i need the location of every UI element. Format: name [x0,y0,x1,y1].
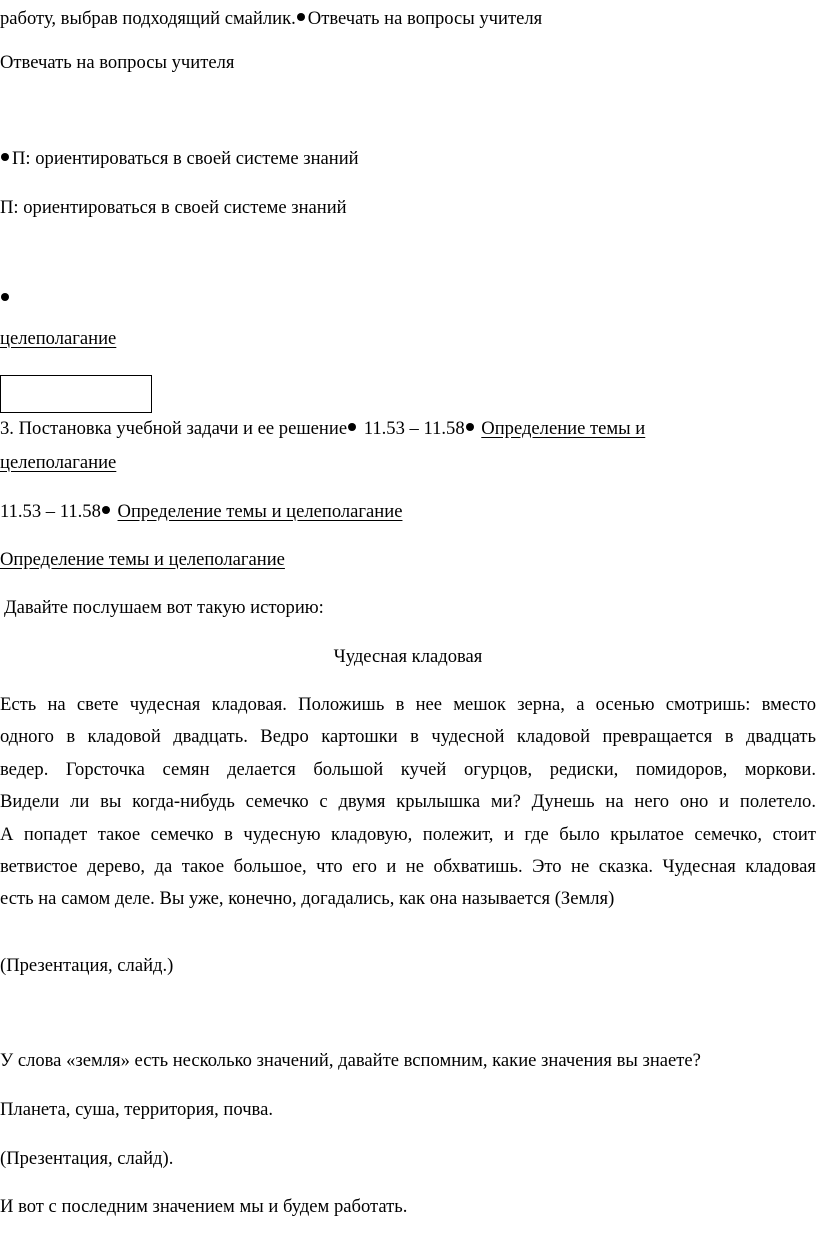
story-line: Есть на свете чудесная кладовая. Положишь в нее мешок зерна, а осенью смотришь: вместо [0,694,816,715]
line-5 [0,328,116,350]
story-line: А попадет такое семечко в чудесную кладовую, полежит, и где было крылатое семечко, стоит [0,823,816,845]
line-1 [0,8,542,30]
story-line: есть на самом деле. Вы уже, конечно, догадались, как она называется (Земля) [0,888,615,910]
text: У слова «земля» есть несколько значений, давайте вспомним, какие значения вы знаете? [0,1050,701,1071]
text: Отвечать на вопросы учителя [307,8,543,29]
text: работу, выбрав подходящий смайлик. [0,8,296,29]
line-10 [4,597,324,619]
line-14 [0,1148,173,1170]
text: И вот с последним значением мы и будем работать. [0,1196,408,1217]
line-bullet [0,288,12,310]
line-6 [0,418,645,440]
line-7 [0,452,116,474]
text: Определение темы и целеполагание [0,549,285,570]
line-2 [0,52,234,74]
text: целеполагание [0,452,117,473]
text: 11.53 – 11.58 [0,501,101,522]
line-4 [0,197,347,219]
text: целеполагание [0,328,117,349]
line-11 [0,955,173,977]
bullet-icon [102,506,110,514]
text: 11.53 – 11.58 [363,418,465,439]
text: П: ориентироваться в своей системе знаний [0,197,347,218]
line-15 [0,1196,407,1218]
empty-box [0,375,152,413]
bullet-icon [1,153,9,161]
text: Отвечать на вопросы учителя [0,52,235,73]
text: (Презентация, слайд.) [0,955,174,976]
story-title [0,646,816,668]
story-line: одного в кладовой двадцать. Ведро картошки в чудесной кладовой превращается в двадцать [0,726,816,748]
text: Давайте послушаем вот такую историю: [4,597,324,618]
text: 3. Постановка учебной задачи и ее решение [0,418,348,439]
story-paragraph [0,694,816,921]
text: (Презентация, слайд). [0,1148,174,1169]
bullet-icon [1,293,9,301]
line-13 [0,1099,273,1121]
line-8 [0,501,402,523]
line-12 [0,1050,701,1072]
text: Чудесная кладовая [333,646,483,667]
text: Определение темы и [481,418,646,439]
line-3 [0,148,359,170]
text: П: ориентироваться в своей системе знаний [12,148,359,169]
text: Планета, суша, территория, почва. [0,1099,273,1120]
bullet-icon [297,13,305,21]
story-line: ведер. Горсточка семян делается большой кучей огурцов, редиски, помидоров, моркови. [0,758,816,780]
story-line: Видели ли вы когда-нибудь семечко с двумя крылышка ми? Дунешь на него оно и полетело. [0,791,816,813]
line-9 [0,549,285,571]
text: Определение темы и целеполагание [117,501,403,522]
bullet-icon [466,423,474,431]
story-line: ветвистое дерево, да такое большое, что его и не обхватишь. Это не сказка. Чудесная кладовая [0,855,816,877]
bullet-icon [348,423,356,431]
